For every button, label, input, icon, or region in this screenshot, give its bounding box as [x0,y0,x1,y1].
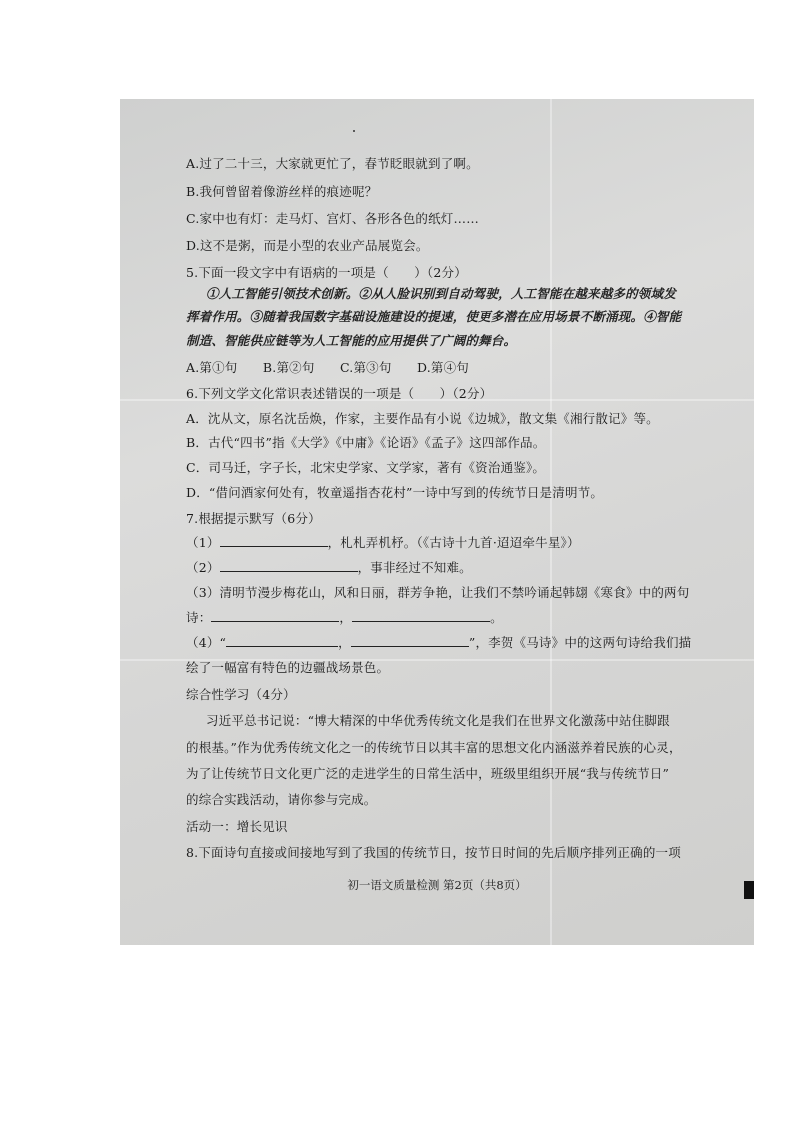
q7-item-1 [186,533,580,551]
q6-option-d: D．“借问酒家何处有，牧童遥指杏花村”一诗中写到的传统节日是清明节。 [186,485,604,500]
answer-blank[interactable] [220,535,328,547]
scan-mark [744,881,754,899]
q6-stem: 6.下列文学文化常识表述错误的一项是（ ）（2分） [186,386,493,401]
q7-item-3-end: 。 [490,610,503,625]
q7-item-2-suffix: ，事非经过不知难。 [357,560,472,575]
q4-option-a: A.过了二十三，大家就更忙了，春节眨眼就到了啊。 [186,156,479,171]
q4-option-b: B.我何曾留着像游丝样的痕迹呢？ [186,184,378,199]
q5-passage-line: 挥着作用。③随着我国数字基础设施建设的提速，使更多潜在应用场景不断涌现。④智能 [186,309,682,324]
q7-item-4 [186,633,691,651]
q7-item-3-comma: ， [339,610,353,625]
q7-item-1-suffix: ，札札弄机杼。（《古诗十九首·迢迢牵牛星》） [327,535,580,550]
q7-item-4-suffix: ”，李贺《马诗》中的这两句诗给我们描 [468,635,692,650]
q7-item-4-prefix: （4）“ [186,635,227,650]
q7-item-2 [186,558,472,576]
section-paragraph-line: 习近平总书记说：“博大精深的中华优秀传统文化是我们在世界文化激荡中站住脚跟 [206,713,670,728]
q4-option-c: C.家中也有灯：走马灯、宫灯、各形各色的纸灯…… [186,211,479,226]
answer-blank[interactable] [211,610,339,622]
answer-blank[interactable] [351,635,469,647]
q7-item-3-prefix: 诗： [186,610,212,625]
exam-page-photo [120,99,754,945]
q5-stem: 5.下面一段文字中有语病的一项是（ ）（2分） [186,265,467,280]
paper-fold [550,99,552,945]
activity-heading: 活动一：增长见识 [186,819,288,834]
q7-item-4-line-2: 绘了一幅富有特色的边疆战场景色。 [186,660,390,675]
section-paragraph-line: 的综合实践活动，请你参与完成。 [186,792,377,807]
answer-blank[interactable] [352,610,490,622]
ink-dot [353,130,355,132]
q7-item-2-prefix: （2） [186,560,220,575]
q5-options: A.第①句 B.第②句 C.第③句 D.第④句 [186,360,470,375]
q6-option-b: B．古代“四书”指《大学》《中庸》《论语》《孟子》这四部作品。 [186,435,546,450]
section-title: 综合性学习（4分） [186,687,296,702]
q7-item-4-comma: ， [338,635,351,650]
q6-option-c: C．司马迁，字子长，北宋史学家、文学家，著有《资治通鉴》。 [186,460,546,475]
q7-item-3-blanks [186,608,503,626]
q4-option-d: D.这不是粥，而是小型的农业产品展览会。 [186,238,429,253]
section-paragraph-line: 的根基。”作为优秀传统文化之一的传统节日以其丰富的思想文化内涵滋养着民族的心灵， [186,740,682,755]
answer-blank[interactable] [226,635,338,647]
page-footer: 初一语文质量检测 第2页（共8页） [347,878,527,892]
q7-item-3-line: （3）清明节漫步梅花山，风和日丽，群芳争艳，让我们不禁吟诵起韩翃《寒食》中的两句 [186,585,690,600]
q6-option-a: A．沈从文，原名沈岳焕，作家，主要作品有小说《边城》，散文集《湘行散记》等。 [186,411,659,426]
section-paragraph-line: 为了让传统节日文化更广泛的走进学生的日常生活中，班级里组织开展“我与传统节日” [186,766,670,781]
q5-passage-line: 制造、智能供应链等为人工智能的应用提供了广阔的舞台。 [186,333,517,348]
q7-item-1-prefix: （1） [186,535,220,550]
q7-stem: 7.根据提示默写（6分） [186,511,321,526]
answer-blank[interactable] [220,560,358,572]
q5-passage-line: ①人工智能引领技术创新。②从人脸识别到自动驾驶，人工智能在越来越多的领域发 [206,286,676,301]
q8-stem: 8.下面诗句直接或间接地写到了我国的传统节日，按节日时间的先后顺序排列正确的一项 [186,845,681,860]
